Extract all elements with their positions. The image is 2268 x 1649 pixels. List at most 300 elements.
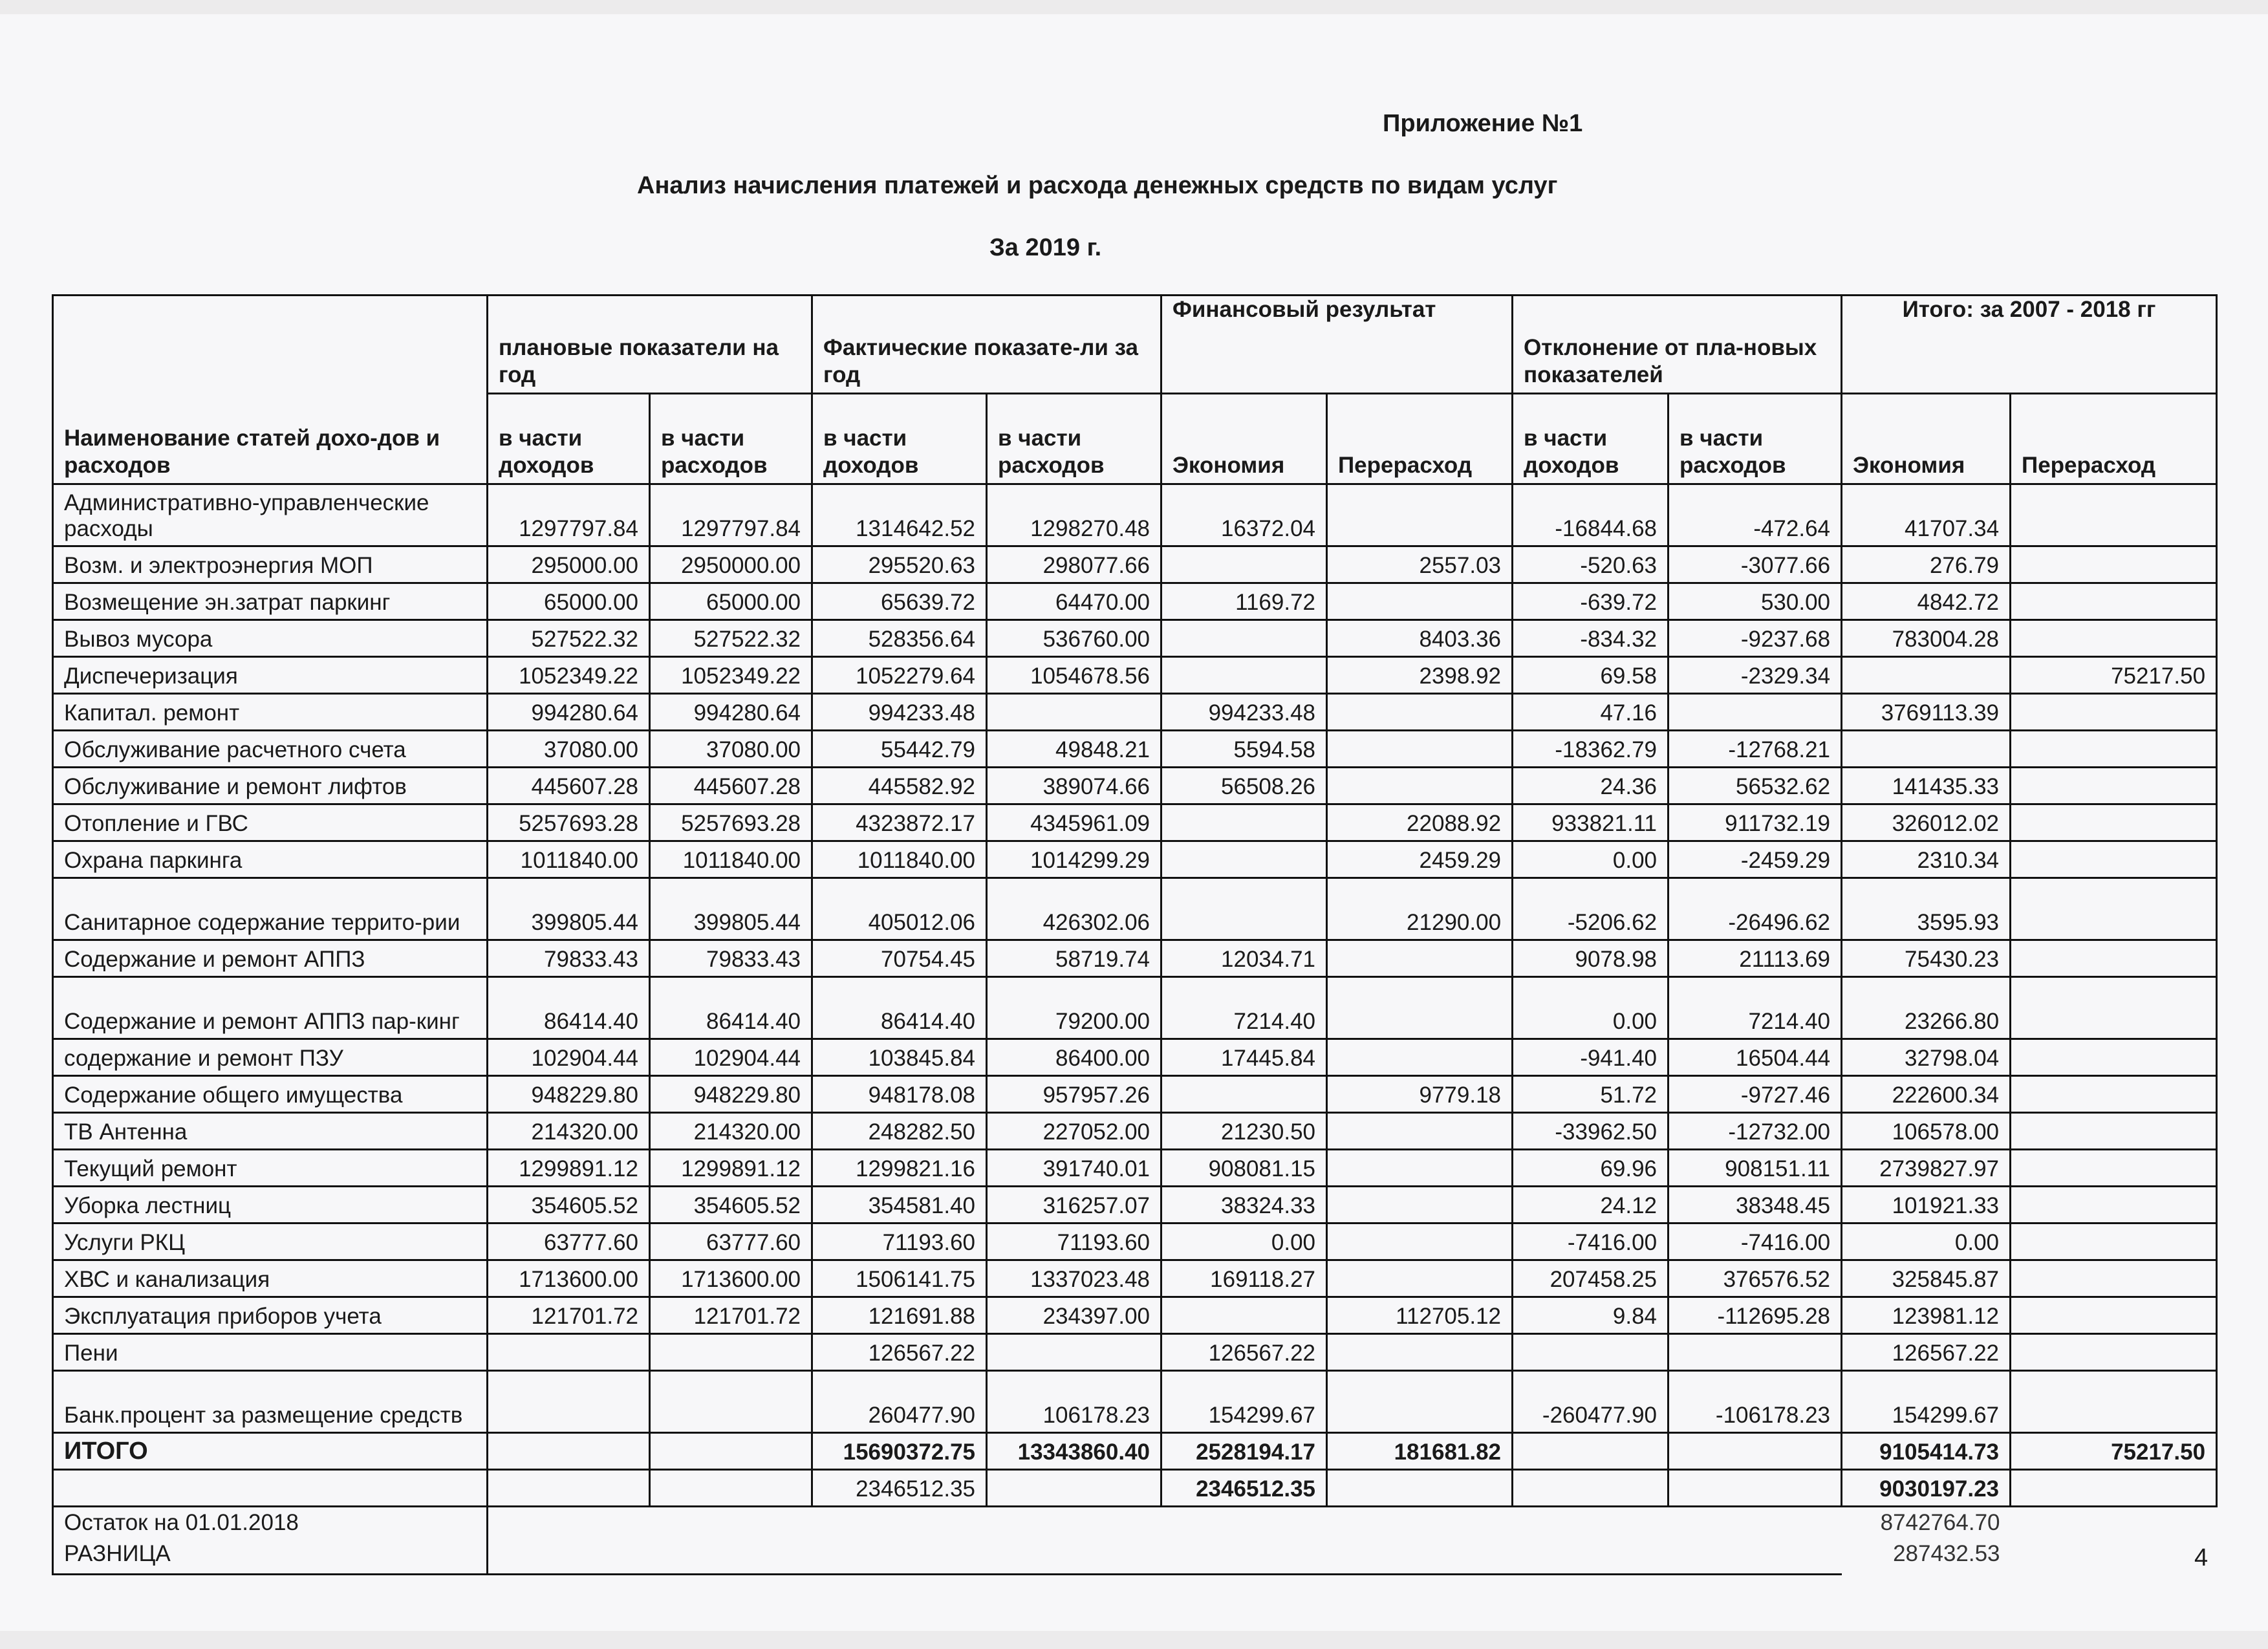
subheader-dev-income: в части доходов <box>1513 394 1669 484</box>
row-value-cell: 79833.43 <box>488 940 650 977</box>
row-value-cell <box>1327 1371 1513 1433</box>
row-value-cell: 948229.80 <box>488 1076 650 1113</box>
row-value-cell: 21230.50 <box>1161 1113 1327 1150</box>
subheader-fact-expense: в части расходов <box>987 394 1161 484</box>
row-value-cell <box>1327 1260 1513 1297</box>
row-value-cell <box>2011 731 2217 768</box>
row-value-cell: 1713600.00 <box>488 1260 650 1297</box>
row-value-cell: 1054678.56 <box>987 657 1161 694</box>
row-value-cell: -2329.34 <box>1669 657 1842 694</box>
row-value-cell: 227052.00 <box>987 1113 1161 1150</box>
row-item-name: Содержание и ремонт АППЗ <box>53 940 488 977</box>
row-value-cell: 536760.00 <box>987 620 1161 657</box>
row-value-cell: 1297797.84 <box>488 484 650 546</box>
row-value-cell: 86400.00 <box>987 1039 1161 1076</box>
row-value-cell: 1713600.00 <box>650 1260 812 1297</box>
difference-value-cell <box>1327 1470 1513 1507</box>
row-value-cell: -2459.29 <box>1669 841 1842 878</box>
row-value-cell: 1011840.00 <box>488 841 650 878</box>
row-value-cell: 234397.00 <box>987 1297 1161 1334</box>
balance-value: 8742764.70 <box>1880 1510 2000 1535</box>
difference-row-label <box>53 1470 488 1507</box>
row-value-cell: -941.40 <box>1513 1039 1669 1076</box>
row-value-cell <box>1842 731 2011 768</box>
row-value-cell: 103845.84 <box>812 1039 987 1076</box>
row-value-cell: 102904.44 <box>488 1039 650 1076</box>
row-value-cell: 933821.11 <box>1513 804 1669 841</box>
row-value-cell: 49848.21 <box>987 731 1161 768</box>
row-value-cell: 121701.72 <box>488 1297 650 1334</box>
row-value-cell: 5257693.28 <box>488 804 650 841</box>
difference-value-cell <box>1669 1470 1842 1507</box>
footer-labels <box>53 1507 488 1575</box>
row-value-cell: 994280.64 <box>650 694 812 731</box>
row-value-cell: 112705.12 <box>1327 1297 1513 1334</box>
subheader-fin-savings: Экономия <box>1161 394 1327 484</box>
row-value-cell: 957957.26 <box>987 1076 1161 1113</box>
row-item-name: Санитарное содержание террито-рии <box>53 878 488 940</box>
row-value-cell: 994233.48 <box>1161 694 1327 731</box>
footer-row <box>53 1507 2217 1575</box>
row-value-cell <box>1327 694 1513 731</box>
row-value-cell: 405012.06 <box>812 878 987 940</box>
row-value-cell: 23266.80 <box>1842 977 2011 1039</box>
row-value-cell: 141435.33 <box>1842 768 2011 804</box>
row-value-cell <box>2011 1039 2217 1076</box>
table-row <box>53 977 2217 1039</box>
table-row <box>53 694 2217 731</box>
row-value-cell <box>1327 768 1513 804</box>
table-row <box>53 768 2217 804</box>
row-item-name: Услуги РКЦ <box>53 1223 488 1260</box>
footer-blank <box>488 1507 1842 1575</box>
row-value-cell: 1052279.64 <box>812 657 987 694</box>
row-value-cell <box>1327 940 1513 977</box>
footer-empty <box>2011 1507 2217 1575</box>
total-value-cell: 75217.50 <box>2011 1433 2217 1470</box>
row-value-cell: 3769113.39 <box>1842 694 2011 731</box>
row-value-cell: 75430.23 <box>1842 940 2011 977</box>
table-row <box>53 1150 2217 1187</box>
row-value-cell: 16504.44 <box>1669 1039 1842 1076</box>
row-value-cell: 354581.40 <box>812 1187 987 1223</box>
row-value-cell <box>1327 731 1513 768</box>
row-value-cell: 1011840.00 <box>812 841 987 878</box>
row-value-cell <box>2011 804 2217 841</box>
row-value-cell: 79833.43 <box>650 940 812 977</box>
row-value-cell <box>1327 1113 1513 1150</box>
document-title: Анализ начисления платежей и расхода денежных средств по видам услуг <box>637 172 1558 199</box>
row-value-cell: 4323872.17 <box>812 804 987 841</box>
row-item-name: Возм. и электроэнергия МОП <box>53 546 488 583</box>
report-period: За 2019 г. <box>989 234 1102 261</box>
row-value-cell: 56508.26 <box>1161 768 1327 804</box>
table-row <box>53 1113 2217 1150</box>
row-value-cell: 86414.40 <box>812 977 987 1039</box>
row-value-cell: 376576.52 <box>1669 1260 1842 1297</box>
row-value-cell <box>2011 1371 2217 1433</box>
table-row <box>53 731 2217 768</box>
row-value-cell: 9.84 <box>1513 1297 1669 1334</box>
group-header-fact: Фактические показате-ли за год <box>812 296 1161 394</box>
group-header-deviation: Отклонение от пла-новых показателей <box>1513 296 1842 394</box>
row-value-cell: 71193.60 <box>812 1223 987 1260</box>
total-value-cell <box>488 1433 650 1470</box>
total-value-cell <box>650 1433 812 1470</box>
row-value-cell <box>1669 694 1842 731</box>
row-value-cell: 37080.00 <box>650 731 812 768</box>
row-value-cell <box>1161 657 1327 694</box>
table-row <box>53 546 2217 583</box>
row-value-cell: 2557.03 <box>1327 546 1513 583</box>
row-value-cell: 354605.52 <box>488 1187 650 1223</box>
row-value-cell <box>650 1334 812 1371</box>
row-value-cell <box>1327 1187 1513 1223</box>
row-value-cell: 126567.22 <box>1161 1334 1327 1371</box>
row-value-cell: 911732.19 <box>1669 804 1842 841</box>
subheader-fin-overrun: Перерасход <box>1327 394 1513 484</box>
row-value-cell: 65000.00 <box>650 583 812 620</box>
row-value-cell: -3077.66 <box>1669 546 1842 583</box>
row-value-cell: 527522.32 <box>488 620 650 657</box>
table-row <box>53 841 2217 878</box>
row-value-cell: 295000.00 <box>488 546 650 583</box>
row-value-cell <box>1327 583 1513 620</box>
row-value-cell: 17445.84 <box>1161 1039 1327 1076</box>
row-value-cell: 399805.44 <box>650 878 812 940</box>
difference-value-cell <box>650 1470 812 1507</box>
row-value-cell: 101921.33 <box>1842 1187 2011 1223</box>
table-row <box>53 1334 2217 1371</box>
total-value-cell <box>1513 1433 1669 1470</box>
row-value-cell <box>2011 878 2217 940</box>
row-value-cell <box>1669 1334 1842 1371</box>
row-value-cell: 7214.40 <box>1669 977 1842 1039</box>
row-item-name: Вывоз мусора <box>53 620 488 657</box>
row-value-cell: -112695.28 <box>1669 1297 1842 1334</box>
row-value-cell: 154299.67 <box>1842 1371 2011 1433</box>
row-value-cell: 38348.45 <box>1669 1187 1842 1223</box>
row-value-cell <box>2011 940 2217 977</box>
difference-value-cell <box>1513 1470 1669 1507</box>
row-value-cell: 1011840.00 <box>650 841 812 878</box>
subheader-fact-income: в части доходов <box>812 394 987 484</box>
subheader-plan-income: в части доходов <box>488 394 650 484</box>
row-value-cell: -26496.62 <box>1669 878 1842 940</box>
row-value-cell: 38324.33 <box>1161 1187 1327 1223</box>
row-value-cell: -472.64 <box>1669 484 1842 546</box>
subheader-total-savings: Экономия <box>1842 394 2011 484</box>
row-value-cell: -18362.79 <box>1513 731 1669 768</box>
row-value-cell: -5206.62 <box>1513 878 1669 940</box>
row-value-cell: 102904.44 <box>650 1039 812 1076</box>
row-value-cell: 126567.22 <box>1842 1334 2011 1371</box>
subheader-plan-expense: в части расходов <box>650 394 812 484</box>
row-value-cell <box>1327 484 1513 546</box>
row-value-cell <box>1161 804 1327 841</box>
table-row <box>53 1039 2217 1076</box>
row-value-cell: 2739827.97 <box>1842 1150 2011 1187</box>
row-value-cell: 7214.40 <box>1161 977 1327 1039</box>
row-value-cell <box>2011 484 2217 546</box>
row-value-cell: 69.96 <box>1513 1150 1669 1187</box>
row-value-cell <box>2011 977 2217 1039</box>
group-header-plan: плановые показатели на год <box>488 296 812 394</box>
total-label: ИТОГО <box>53 1433 488 1470</box>
row-value-cell: 528356.64 <box>812 620 987 657</box>
total-value-cell: 9105414.73 <box>1842 1433 2011 1470</box>
row-item-name: Диспечеризация <box>53 657 488 694</box>
difference-value-cell <box>2011 1470 2217 1507</box>
row-value-cell: 1297797.84 <box>650 484 812 546</box>
row-value-cell: 214320.00 <box>488 1113 650 1150</box>
row-value-cell: 169118.27 <box>1161 1260 1327 1297</box>
row-value-cell: 64470.00 <box>987 583 1161 620</box>
row-value-cell <box>1513 1334 1669 1371</box>
table-row <box>53 878 2217 940</box>
row-value-cell: 316257.07 <box>987 1187 1161 1223</box>
row-value-cell: 1506141.75 <box>812 1260 987 1297</box>
row-item-name: Возмещение эн.затрат паркинг <box>53 583 488 620</box>
row-value-cell: 12034.71 <box>1161 940 1327 977</box>
difference-value-cell <box>987 1470 1161 1507</box>
row-value-cell: -12768.21 <box>1669 731 1842 768</box>
row-value-cell: 5594.58 <box>1161 731 1327 768</box>
row-value-cell: -12732.00 <box>1669 1113 1842 1150</box>
table-row <box>53 1371 2217 1433</box>
row-value-cell <box>2011 1334 2217 1371</box>
row-value-cell <box>1161 620 1327 657</box>
row-value-cell: 994233.48 <box>812 694 987 731</box>
row-item-name: Обслуживание и ремонт лифтов <box>53 768 488 804</box>
row-value-cell: 47.16 <box>1513 694 1669 731</box>
row-value-cell: 1299891.12 <box>488 1150 650 1187</box>
row-value-cell: 1299891.12 <box>650 1150 812 1187</box>
row-value-cell <box>987 694 1161 731</box>
row-value-cell <box>1161 1076 1327 1113</box>
row-value-cell <box>1161 841 1327 878</box>
appendix-label: Приложение №1 <box>1383 110 1583 137</box>
row-value-cell <box>1327 1039 1513 1076</box>
row-value-cell: 0.00 <box>1513 841 1669 878</box>
row-value-cell: 948178.08 <box>812 1076 987 1113</box>
row-value-cell: 248282.50 <box>812 1113 987 1150</box>
row-value-cell: 79200.00 <box>987 977 1161 1039</box>
row-value-cell <box>1327 1150 1513 1187</box>
row-value-cell: 51.72 <box>1513 1076 1669 1113</box>
row-value-cell <box>488 1334 650 1371</box>
row-item-name: Пени <box>53 1334 488 1371</box>
row-item-name: Капитал. ремонт <box>53 694 488 731</box>
row-value-cell: 2310.34 <box>1842 841 2011 878</box>
row-value-cell: 908151.11 <box>1669 1150 1842 1187</box>
row-value-cell <box>2011 841 2217 878</box>
row-value-cell: 2950000.00 <box>650 546 812 583</box>
column-header-item-name: Наименование статей дохо-дов и расходов <box>53 296 488 484</box>
row-value-cell: 530.00 <box>1669 583 1842 620</box>
row-value-cell: 908081.15 <box>1161 1150 1327 1187</box>
row-value-cell: 9779.18 <box>1327 1076 1513 1113</box>
row-value-cell <box>1842 657 2011 694</box>
row-value-cell <box>2011 1113 2217 1150</box>
table-row <box>53 620 2217 657</box>
table-row <box>53 1297 2217 1334</box>
row-value-cell: 260477.90 <box>812 1371 987 1433</box>
difference-value-cell: 9030197.23 <box>1842 1470 2011 1507</box>
row-value-cell <box>2011 1076 2217 1113</box>
row-value-cell: 1299821.16 <box>812 1150 987 1187</box>
row-value-cell: 65000.00 <box>488 583 650 620</box>
services-analysis-table <box>52 294 2218 1575</box>
row-value-cell: 71193.60 <box>987 1223 1161 1260</box>
row-item-name: Эксплуатация приборов учета <box>53 1297 488 1334</box>
row-value-cell: 69.58 <box>1513 657 1669 694</box>
row-item-name: ХВС и канализация <box>53 1260 488 1297</box>
difference-row <box>53 1470 2217 1507</box>
row-value-cell: 0.00 <box>1513 977 1669 1039</box>
row-item-name: Текущий ремонт <box>53 1150 488 1187</box>
row-value-cell: 1052349.22 <box>650 657 812 694</box>
group-header-total-2007-2018: Итого: за 2007 - 2018 гг <box>1842 296 2217 394</box>
table-row <box>53 940 2217 977</box>
row-value-cell: 354605.52 <box>650 1187 812 1223</box>
row-value-cell: 55442.79 <box>812 731 987 768</box>
total-value-cell <box>1669 1433 1842 1470</box>
row-value-cell: 75217.50 <box>2011 657 2217 694</box>
row-value-cell <box>2011 1187 2217 1223</box>
row-value-cell: 527522.32 <box>650 620 812 657</box>
row-item-name: Содержание и ремонт АППЗ пар-кинг <box>53 977 488 1039</box>
difference-value-cell <box>488 1470 650 1507</box>
row-value-cell <box>987 1334 1161 1371</box>
row-value-cell: 21113.69 <box>1669 940 1842 977</box>
row-value-cell: 86414.40 <box>488 977 650 1039</box>
row-value-cell: -834.32 <box>1513 620 1669 657</box>
row-value-cell: 63777.60 <box>488 1223 650 1260</box>
row-value-cell: -33962.50 <box>1513 1113 1669 1150</box>
row-value-cell: 21290.00 <box>1327 878 1513 940</box>
row-value-cell: 123981.12 <box>1842 1297 2011 1334</box>
difference-value-cell: 2346512.35 <box>1161 1470 1327 1507</box>
table-row <box>53 1223 2217 1260</box>
row-value-cell: 106178.23 <box>987 1371 1161 1433</box>
table-row <box>53 1260 2217 1297</box>
row-value-cell: 65639.72 <box>812 583 987 620</box>
row-value-cell <box>1327 1334 1513 1371</box>
table-row <box>53 583 2217 620</box>
subheader-total-overrun: Перерасход <box>2011 394 2217 484</box>
row-value-cell: 326012.02 <box>1842 804 2011 841</box>
row-value-cell: 426302.06 <box>987 878 1161 940</box>
row-value-cell: 0.00 <box>1842 1223 2011 1260</box>
row-value-cell: 445607.28 <box>488 768 650 804</box>
row-value-cell: 994280.64 <box>488 694 650 731</box>
row-value-cell: 154299.67 <box>1161 1371 1327 1433</box>
row-value-cell: 9078.98 <box>1513 940 1669 977</box>
row-value-cell: 5257693.28 <box>650 804 812 841</box>
row-value-cell: 1314642.52 <box>812 484 987 546</box>
row-value-cell <box>1161 546 1327 583</box>
row-value-cell: 3595.93 <box>1842 878 2011 940</box>
row-value-cell: 325845.87 <box>1842 1260 2011 1297</box>
row-value-cell: 126567.22 <box>812 1334 987 1371</box>
row-value-cell: 1298270.48 <box>987 484 1161 546</box>
difference-value: 287432.53 <box>1893 1541 2000 1567</box>
row-value-cell: 37080.00 <box>488 731 650 768</box>
row-value-cell <box>1161 1297 1327 1334</box>
row-value-cell: 56532.62 <box>1669 768 1842 804</box>
table-row <box>53 804 2217 841</box>
table-row <box>53 1076 2217 1113</box>
row-value-cell <box>2011 583 2217 620</box>
row-value-cell: 948229.80 <box>650 1076 812 1113</box>
footer-values <box>1842 1507 2011 1575</box>
row-value-cell: 207458.25 <box>1513 1260 1669 1297</box>
row-value-cell: 276.79 <box>1842 546 2011 583</box>
row-value-cell: 295520.63 <box>812 546 987 583</box>
group-header-financial-result: Финансовый результат <box>1161 296 1513 394</box>
row-item-name: ТВ Антенна <box>53 1113 488 1150</box>
row-value-cell: 22088.92 <box>1327 804 1513 841</box>
row-value-cell <box>2011 768 2217 804</box>
row-value-cell: 4345961.09 <box>987 804 1161 841</box>
subheader-dev-expense: в части расходов <box>1669 394 1842 484</box>
row-item-name: Банк.процент за размещение средств <box>53 1371 488 1433</box>
row-value-cell: -106178.23 <box>1669 1371 1842 1433</box>
row-value-cell: 86414.40 <box>650 977 812 1039</box>
row-value-cell: -9237.68 <box>1669 620 1842 657</box>
total-value-cell: 181681.82 <box>1327 1433 1513 1470</box>
row-value-cell: 8403.36 <box>1327 620 1513 657</box>
row-item-name: Уборка лестниц <box>53 1187 488 1223</box>
row-value-cell: 445582.92 <box>812 768 987 804</box>
row-value-cell: -7416.00 <box>1669 1223 1842 1260</box>
row-value-cell <box>2011 1260 2217 1297</box>
row-value-cell: -520.63 <box>1513 546 1669 583</box>
row-value-cell <box>1327 1223 1513 1260</box>
row-value-cell: 298077.66 <box>987 546 1161 583</box>
row-value-cell: 58719.74 <box>987 940 1161 977</box>
row-value-cell: 24.36 <box>1513 768 1669 804</box>
row-value-cell <box>1327 977 1513 1039</box>
row-value-cell: 41707.34 <box>1842 484 2011 546</box>
row-value-cell: 63777.60 <box>650 1223 812 1260</box>
row-value-cell: 391740.01 <box>987 1150 1161 1187</box>
row-value-cell: 16372.04 <box>1161 484 1327 546</box>
row-value-cell: 1337023.48 <box>987 1260 1161 1297</box>
row-value-cell: -7416.00 <box>1513 1223 1669 1260</box>
row-item-name: Отопление и ГВС <box>53 804 488 841</box>
row-value-cell <box>650 1371 812 1433</box>
row-value-cell: 214320.00 <box>650 1113 812 1150</box>
row-value-cell: 32798.04 <box>1842 1039 2011 1076</box>
row-value-cell: 106578.00 <box>1842 1113 2011 1150</box>
row-value-cell: 445607.28 <box>650 768 812 804</box>
difference-value-cell: 2346512.35 <box>812 1470 987 1507</box>
row-value-cell <box>1161 878 1327 940</box>
row-value-cell: 24.12 <box>1513 1187 1669 1223</box>
row-value-cell: 0.00 <box>1161 1223 1327 1260</box>
row-value-cell: 4842.72 <box>1842 583 2011 620</box>
row-item-name: содержание и ремонт ПЗУ <box>53 1039 488 1076</box>
row-value-cell: 121691.88 <box>812 1297 987 1334</box>
row-value-cell <box>2011 694 2217 731</box>
row-value-cell <box>2011 1297 2217 1334</box>
difference-label: РАЗНИЦА <box>64 1541 171 1567</box>
row-value-cell: 222600.34 <box>1842 1076 2011 1113</box>
row-value-cell: -639.72 <box>1513 583 1669 620</box>
row-value-cell: 399805.44 <box>488 878 650 940</box>
